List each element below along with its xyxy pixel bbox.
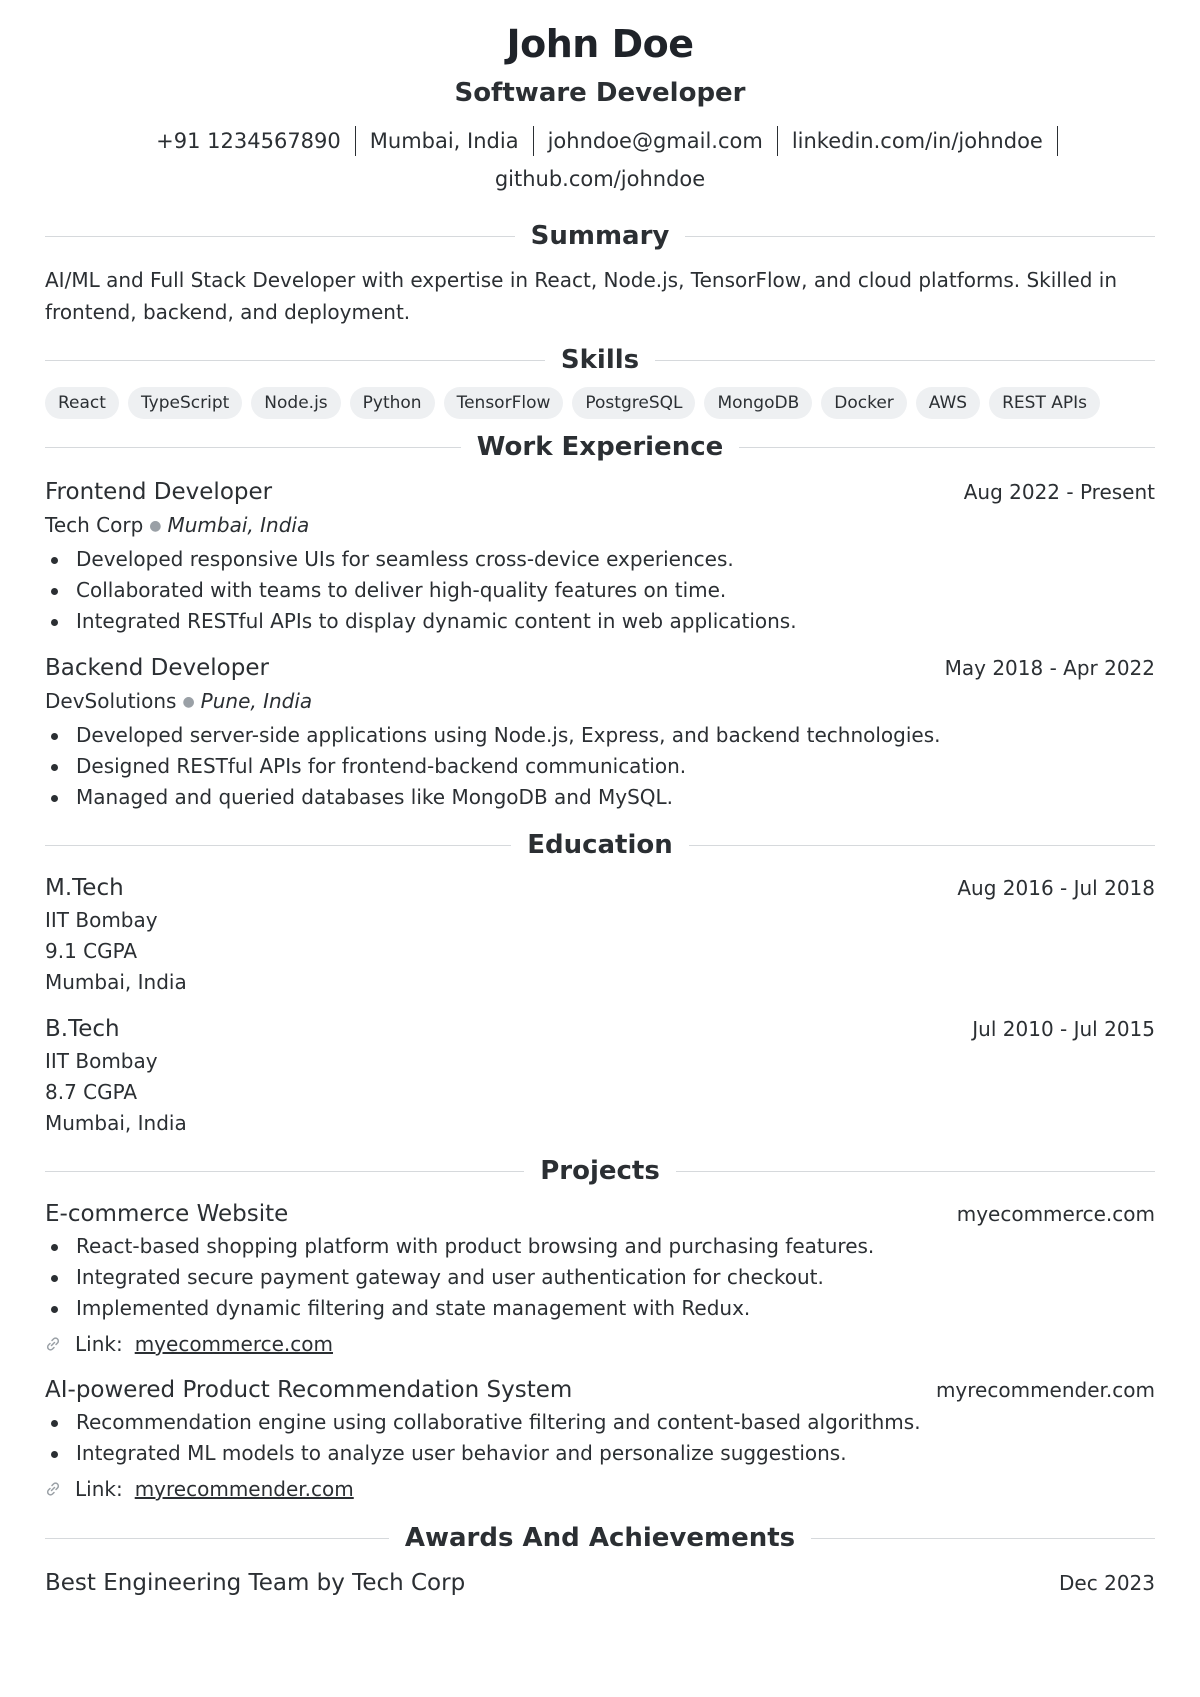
list-item: Integrated secure payment gateway and user authentication for checkout. <box>45 1262 1155 1293</box>
contact-github[interactable]: github.com/johndoe <box>494 167 706 191</box>
degree-name: B.Tech <box>45 1016 120 1042</box>
project-name: E-commerce Website <box>45 1201 289 1227</box>
degree-score: 8.7 CGPA <box>45 1080 138 1104</box>
education-entry <box>45 1012 1155 1139</box>
job-dates: Aug 2022 - Present <box>963 480 1155 504</box>
contact-phone: +91 1234567890 <box>142 126 356 156</box>
degree-location: Mumbai, India <box>45 1111 187 1135</box>
section-divider <box>676 1171 1155 1172</box>
job-company-line <box>45 509 1155 544</box>
list-item: Integrated RESTful APIs to display dynamic content in web applications. <box>45 606 1155 637</box>
section-divider <box>45 1538 389 1539</box>
job-company: Tech Corp <box>45 513 144 537</box>
project-site[interactable]: myrecommender.com <box>935 1378 1155 1402</box>
award-date: Dec 2023 <box>1059 1571 1155 1595</box>
skill-chip: Docker <box>821 387 907 419</box>
section-title: Skills <box>560 345 640 375</box>
section-divider <box>689 845 1155 846</box>
project-link[interactable]: myrecommender.com <box>134 1477 354 1501</box>
degree-location: Mumbai, India <box>45 970 187 994</box>
project-entry <box>45 1197 1155 1361</box>
contact-location: Mumbai, India <box>356 126 534 156</box>
skill-chip: Node.js <box>251 387 340 419</box>
project-name: AI-powered Product Recommendation System <box>45 1377 573 1403</box>
degree-score: 9.1 CGPA <box>45 939 138 963</box>
institution: IIT Bombay <box>45 1049 158 1073</box>
degree-dates: Aug 2016 - Jul 2018 <box>957 876 1155 900</box>
award-entry <box>45 1566 1155 1600</box>
projects-section-header <box>45 1153 1155 1189</box>
job-position: Frontend Developer <box>45 479 273 505</box>
section-divider <box>45 447 461 448</box>
job-bullets <box>45 544 1155 637</box>
contact-email[interactable]: johndoe@gmail.com <box>534 126 778 156</box>
list-item: React-based shopping platform with product browsing and purchasing features. <box>45 1231 1155 1262</box>
list-item: Integrated ML models to analyze user behavior and personalize suggestions. <box>45 1438 1155 1469</box>
section-divider <box>45 845 511 846</box>
awards-section-header <box>45 1520 1155 1556</box>
link-label: Link: <box>75 1332 123 1356</box>
work-section-header <box>45 429 1155 465</box>
section-divider <box>45 1171 524 1172</box>
job-location: Mumbai, India <box>167 513 310 537</box>
section-divider <box>739 447 1155 448</box>
project-entry <box>45 1373 1155 1506</box>
section-divider <box>811 1538 1155 1539</box>
job-company-line <box>45 685 1155 720</box>
institution: IIT Bombay <box>45 908 158 932</box>
section-divider <box>45 360 545 361</box>
work-entry <box>45 651 1155 813</box>
link-chain-icon <box>45 1336 61 1352</box>
job-bullets <box>45 720 1155 813</box>
candidate-role: Software Developer <box>454 78 746 108</box>
skill-chip: Python <box>350 387 435 419</box>
candidate-name: John Doe <box>506 22 694 66</box>
section-title: Summary <box>530 221 670 251</box>
skill-chip: AWS <box>916 387 980 419</box>
section-title: Education <box>527 830 673 860</box>
section-title: Awards And Achievements <box>404 1523 796 1553</box>
separator-dot-icon: ● <box>149 518 162 534</box>
skills-section-header <box>45 342 1155 378</box>
list-item: Developed responsive UIs for seamless cross-device experiences. <box>45 544 1155 575</box>
summary-section-header <box>45 218 1155 254</box>
section-divider <box>655 360 1155 361</box>
list-item: Designed RESTful APIs for frontend-backend communication. <box>45 751 1155 782</box>
list-item: Managed and queried databases like MongoDB and MySQL. <box>45 782 1155 813</box>
summary-text: AI/ML and Full Stack Developer with expertise in React, Node.js, TensorFlow, and cloud platforms. Skilled in frontend, backend, and deployment. <box>45 268 1117 324</box>
education-section-header <box>45 827 1155 863</box>
section-divider <box>45 236 515 237</box>
skill-chip: TensorFlow <box>444 387 564 419</box>
job-position: Backend Developer <box>45 655 269 681</box>
degree-dates: Jul 2010 - Jul 2015 <box>972 1017 1155 1041</box>
skill-chip: REST APIs <box>989 387 1100 419</box>
section-divider <box>685 236 1155 237</box>
project-link-row <box>45 1327 1155 1361</box>
project-link-row <box>45 1472 1155 1506</box>
contact-linkedin[interactable]: linkedin.com/in/johndoe <box>778 126 1058 156</box>
education-entry <box>45 871 1155 998</box>
skill-chip: PostgreSQL <box>572 387 695 419</box>
job-dates: May 2018 - Apr 2022 <box>944 656 1155 680</box>
project-bullets <box>45 1407 1155 1469</box>
skills-list <box>45 387 1155 419</box>
separator-dot-icon: ● <box>182 694 195 710</box>
degree-name: M.Tech <box>45 875 124 901</box>
list-item: Recommendation engine using collaborative filtering and content-based algorithms. <box>45 1407 1155 1438</box>
skill-chip: TypeScript <box>128 387 242 419</box>
list-item: Implemented dynamic filtering and state management with Redux. <box>45 1293 1155 1324</box>
skill-chip: MongoDB <box>704 387 812 419</box>
work-entry <box>45 475 1155 637</box>
project-link[interactable]: myecommerce.com <box>134 1332 333 1356</box>
list-item: Developed server-side applications using Node.js, Express, and backend technologies. <box>45 720 1155 751</box>
project-bullets <box>45 1231 1155 1324</box>
section-title: Projects <box>540 1156 660 1186</box>
job-location: Pune, India <box>200 689 313 713</box>
contact-info <box>110 122 1090 198</box>
job-company: DevSolutions <box>45 689 177 713</box>
list-item: Collaborated with teams to deliver high-quality features on time. <box>45 575 1155 606</box>
link-label: Link: <box>75 1477 123 1501</box>
project-site[interactable]: myecommerce.com <box>956 1202 1155 1226</box>
skill-chip: React <box>45 387 119 419</box>
section-title: Work Experience <box>476 432 724 462</box>
link-chain-icon <box>45 1481 61 1497</box>
award-name: Best Engineering Team by Tech Corp <box>45 1570 466 1596</box>
